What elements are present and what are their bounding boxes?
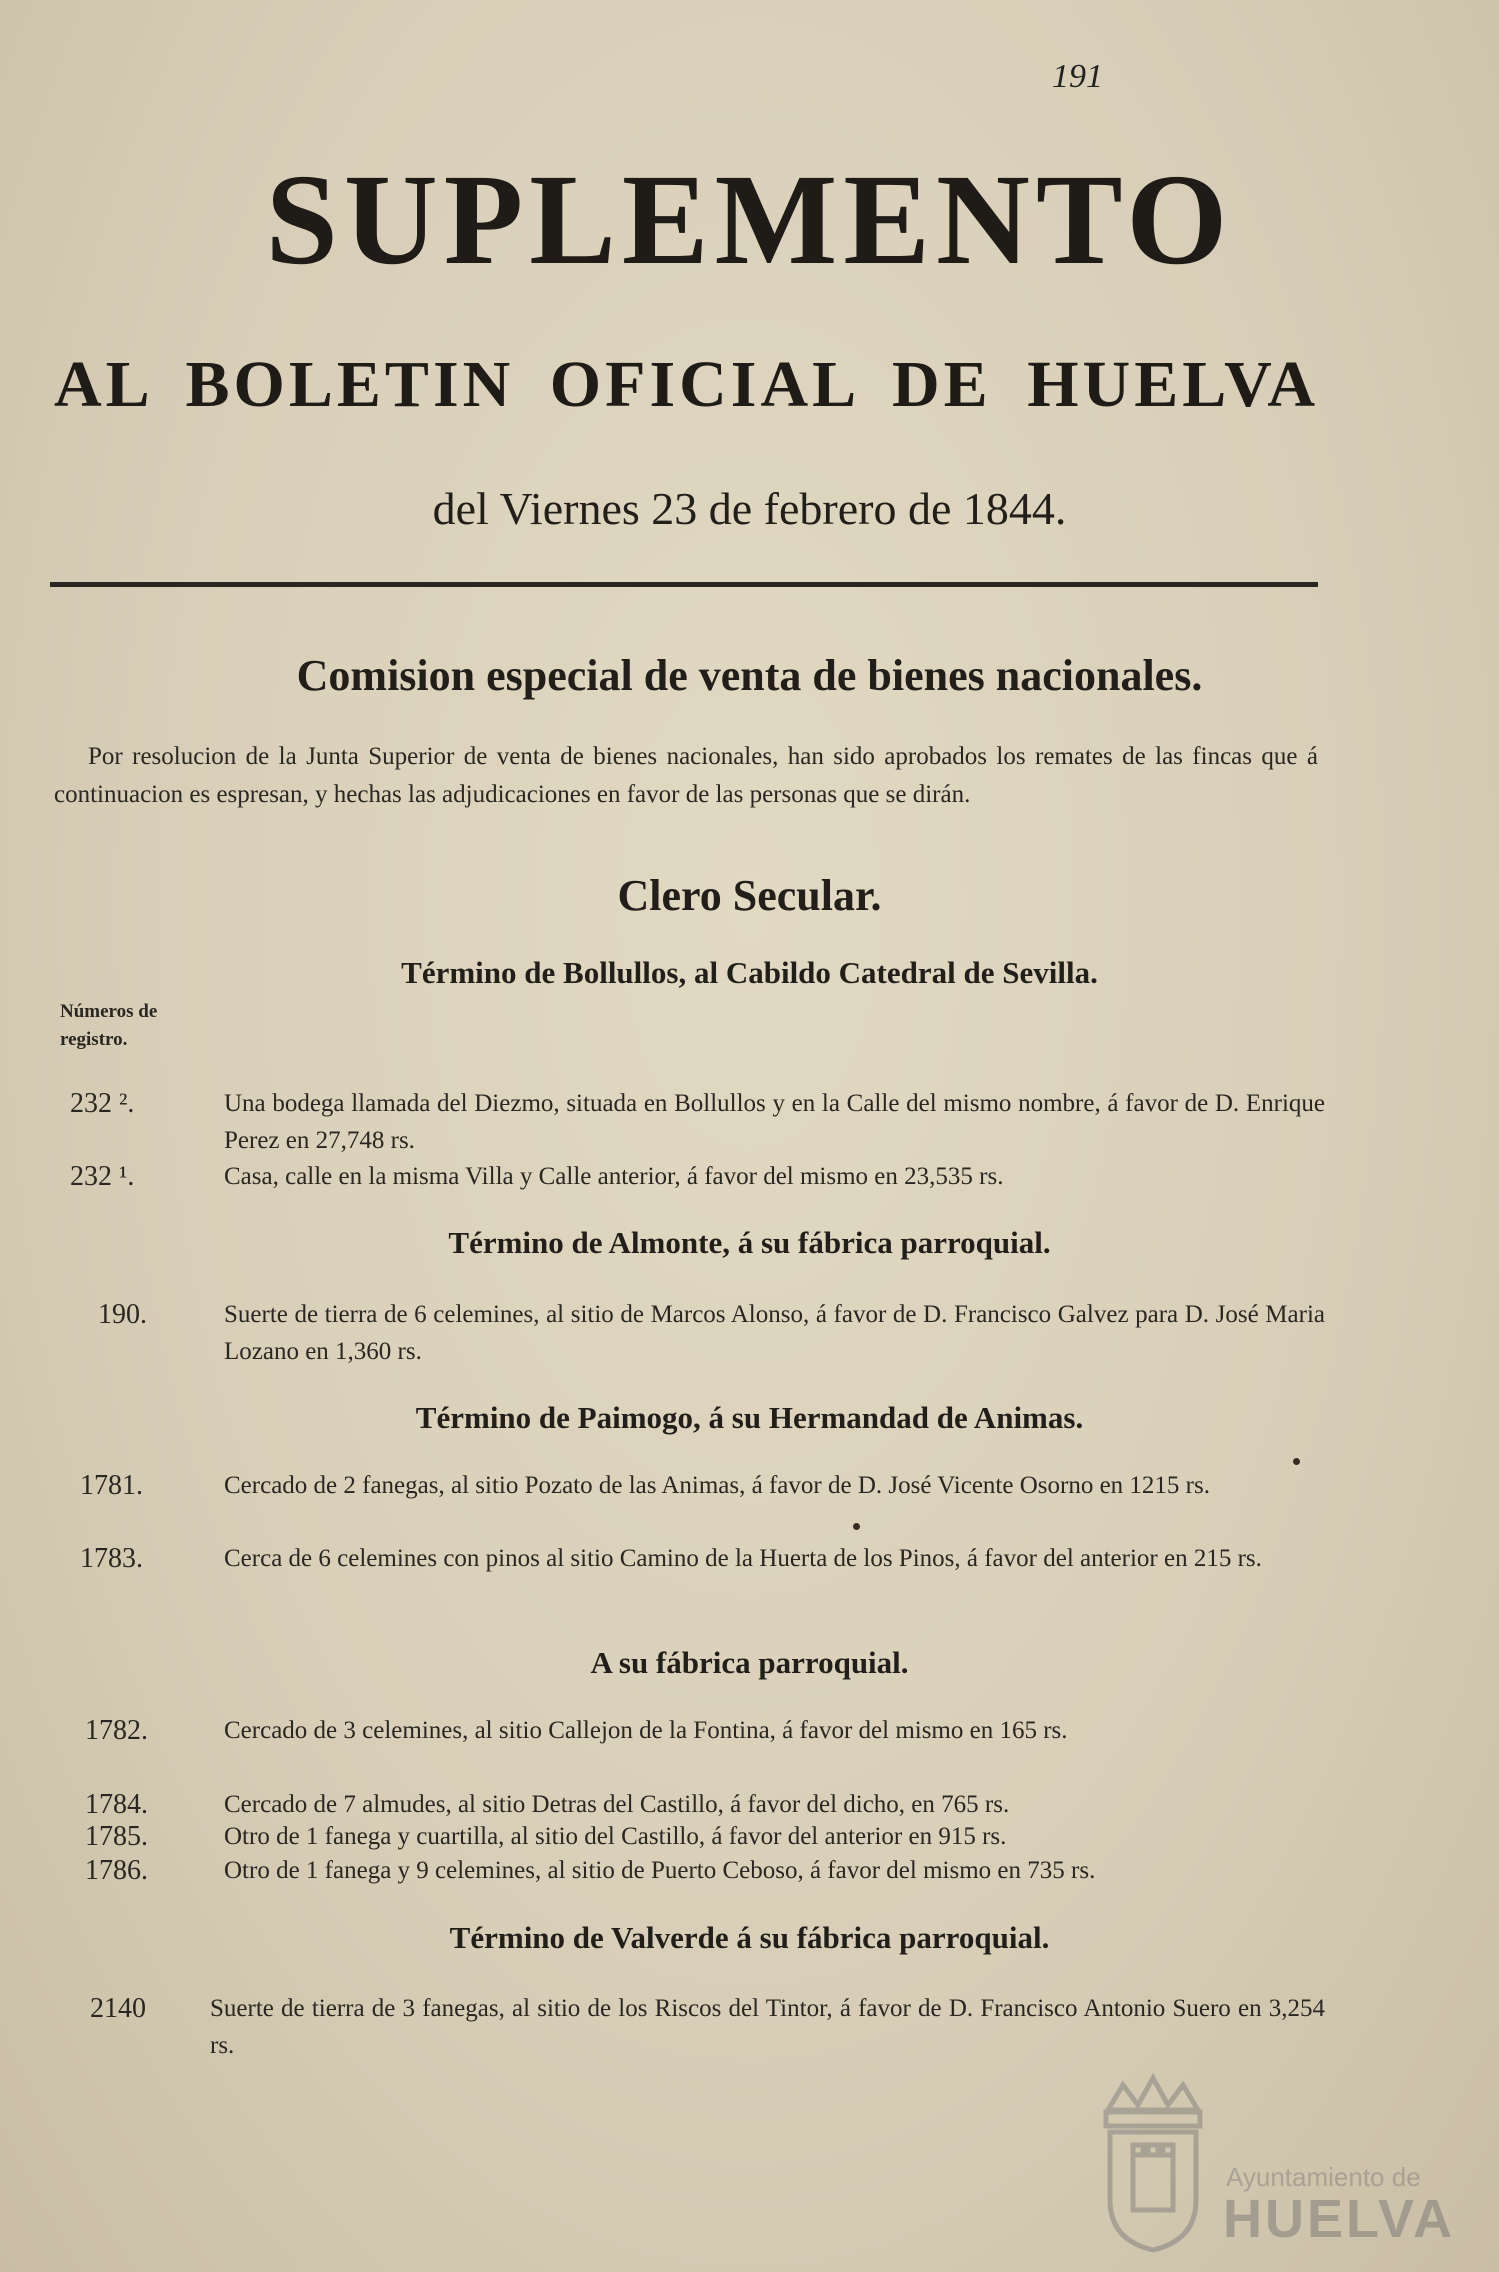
ayuntamiento-watermark (1088, 2070, 1455, 2255)
watermark-line1: Ayuntamiento de (1226, 2162, 1421, 2192)
page-number: 191 (1052, 58, 1103, 95)
supplement-title: SUPLEMENTO (265, 148, 1234, 292)
entry-text: Cercado de 7 almudes, al sitio Detras del Castillo, á favor del dicho, en 765 rs. (224, 1791, 1010, 1818)
register-number: 1782. (85, 1715, 148, 1746)
group-heading-bollullos: Término de Bollullos, al Cabildo Catedral de Sevilla. (401, 955, 1098, 990)
entry-text: Cercado de 2 fanegas, al sitio Pozato de las Animas, á favor de D. José Vicente Osorno en 1215 rs. (224, 1472, 1210, 1499)
list-item (70, 1540, 1325, 1577)
bulletin-subtitle: AL BOLETIN OFICIAL DE HUELVA (54, 348, 1319, 421)
list-item (70, 1296, 1325, 1370)
entry-text: Cerca de 6 celemines con pinos al sitio Camino de la Huerta de los Pinos, á favor del anterior en 215 rs. (224, 1545, 1262, 1572)
ink-speck (1293, 1458, 1300, 1465)
list-item (70, 1158, 1325, 1195)
intro-paragraph (54, 738, 1318, 814)
list-item (70, 1085, 1325, 1159)
list-item (70, 1852, 1325, 1889)
list-item (70, 1467, 1325, 1504)
register-number: 1783. (80, 1543, 143, 1574)
list-item (70, 1990, 1325, 2064)
group-heading-almonte: Término de Almonte, á su fábrica parroquial. (448, 1225, 1051, 1260)
number-column-label: Números de registro. (60, 1001, 158, 1050)
entry-text: Suerte de tierra de 6 celemines, al sitio de Marcos Alonso, á favor de D. Francisco Galvez para D. José Maria Lozano en 1,360 rs. (224, 1301, 1325, 1365)
entry-text: Una bodega llamada del Diezmo, situada en Bollullos y en la Calle del mismo nombre, á favor de D. Enrique Perez en 27,748 rs. (224, 1090, 1325, 1154)
list-item (70, 1712, 1325, 1749)
section-heading: Clero Secular. (617, 871, 882, 920)
list-item (70, 1818, 1325, 1855)
entry-text: Casa, calle en la misma Villa y Calle anterior, á favor del mismo en 23,535 rs. (224, 1163, 1004, 1190)
entry-text: Otro de 1 fanega y cuartilla, al sitio del Castillo, á favor del anterior en 915 rs. (224, 1823, 1007, 1850)
register-number: 232 ¹. (70, 1161, 135, 1192)
register-number: 1781. (80, 1470, 143, 1501)
group-heading-fabrica: A su fábrica parroquial. (590, 1645, 909, 1680)
commission-heading: Comision especial de venta de bienes nacionales. (296, 651, 1203, 700)
register-number: 1785. (85, 1821, 148, 1852)
register-number: 1784. (85, 1789, 148, 1820)
group-heading-valverde: Término de Valverde á su fábrica parroquial. (449, 1920, 1050, 1955)
register-number: 232 ². (70, 1088, 135, 1119)
entry-text: Otro de 1 fanega y 9 celemines, al sitio de Puerto Ceboso, á favor del mismo en 735 rs. (224, 1857, 1096, 1884)
entry-text: Suerte de tierra de 3 fanegas, al sitio de los Riscos del Tintor, á favor de D. Francisco Antonio Suero en 3,254 rs. (210, 1995, 1325, 2059)
register-number: 190. (98, 1299, 147, 1330)
date-line: del Viernes 23 de febrero de 1844. (432, 483, 1067, 534)
group-heading-paimogo: Término de Paimogo, á su Hermandad de Animas. (415, 1400, 1084, 1435)
register-number: 1786. (85, 1855, 148, 1886)
ink-speck (853, 1523, 860, 1530)
register-number: 2140 (90, 1993, 146, 2024)
watermark-line2: HUELVA (1223, 2189, 1455, 2249)
entry-text: Cercado de 3 celemines, al sitio Callejon de la Fontina, á favor del mismo en 165 rs. (224, 1717, 1068, 1744)
coat-of-arms-icon (1088, 2070, 1218, 2255)
intro-text: Por resolucion de la Junta Superior de venta de bienes nacionales, han sido aprobados los remates de las fincas que á continuacion es espresan, y hechas las adjudicaciones en favor de las personas que se dirán. (54, 743, 1318, 808)
header-divider (50, 582, 1318, 587)
